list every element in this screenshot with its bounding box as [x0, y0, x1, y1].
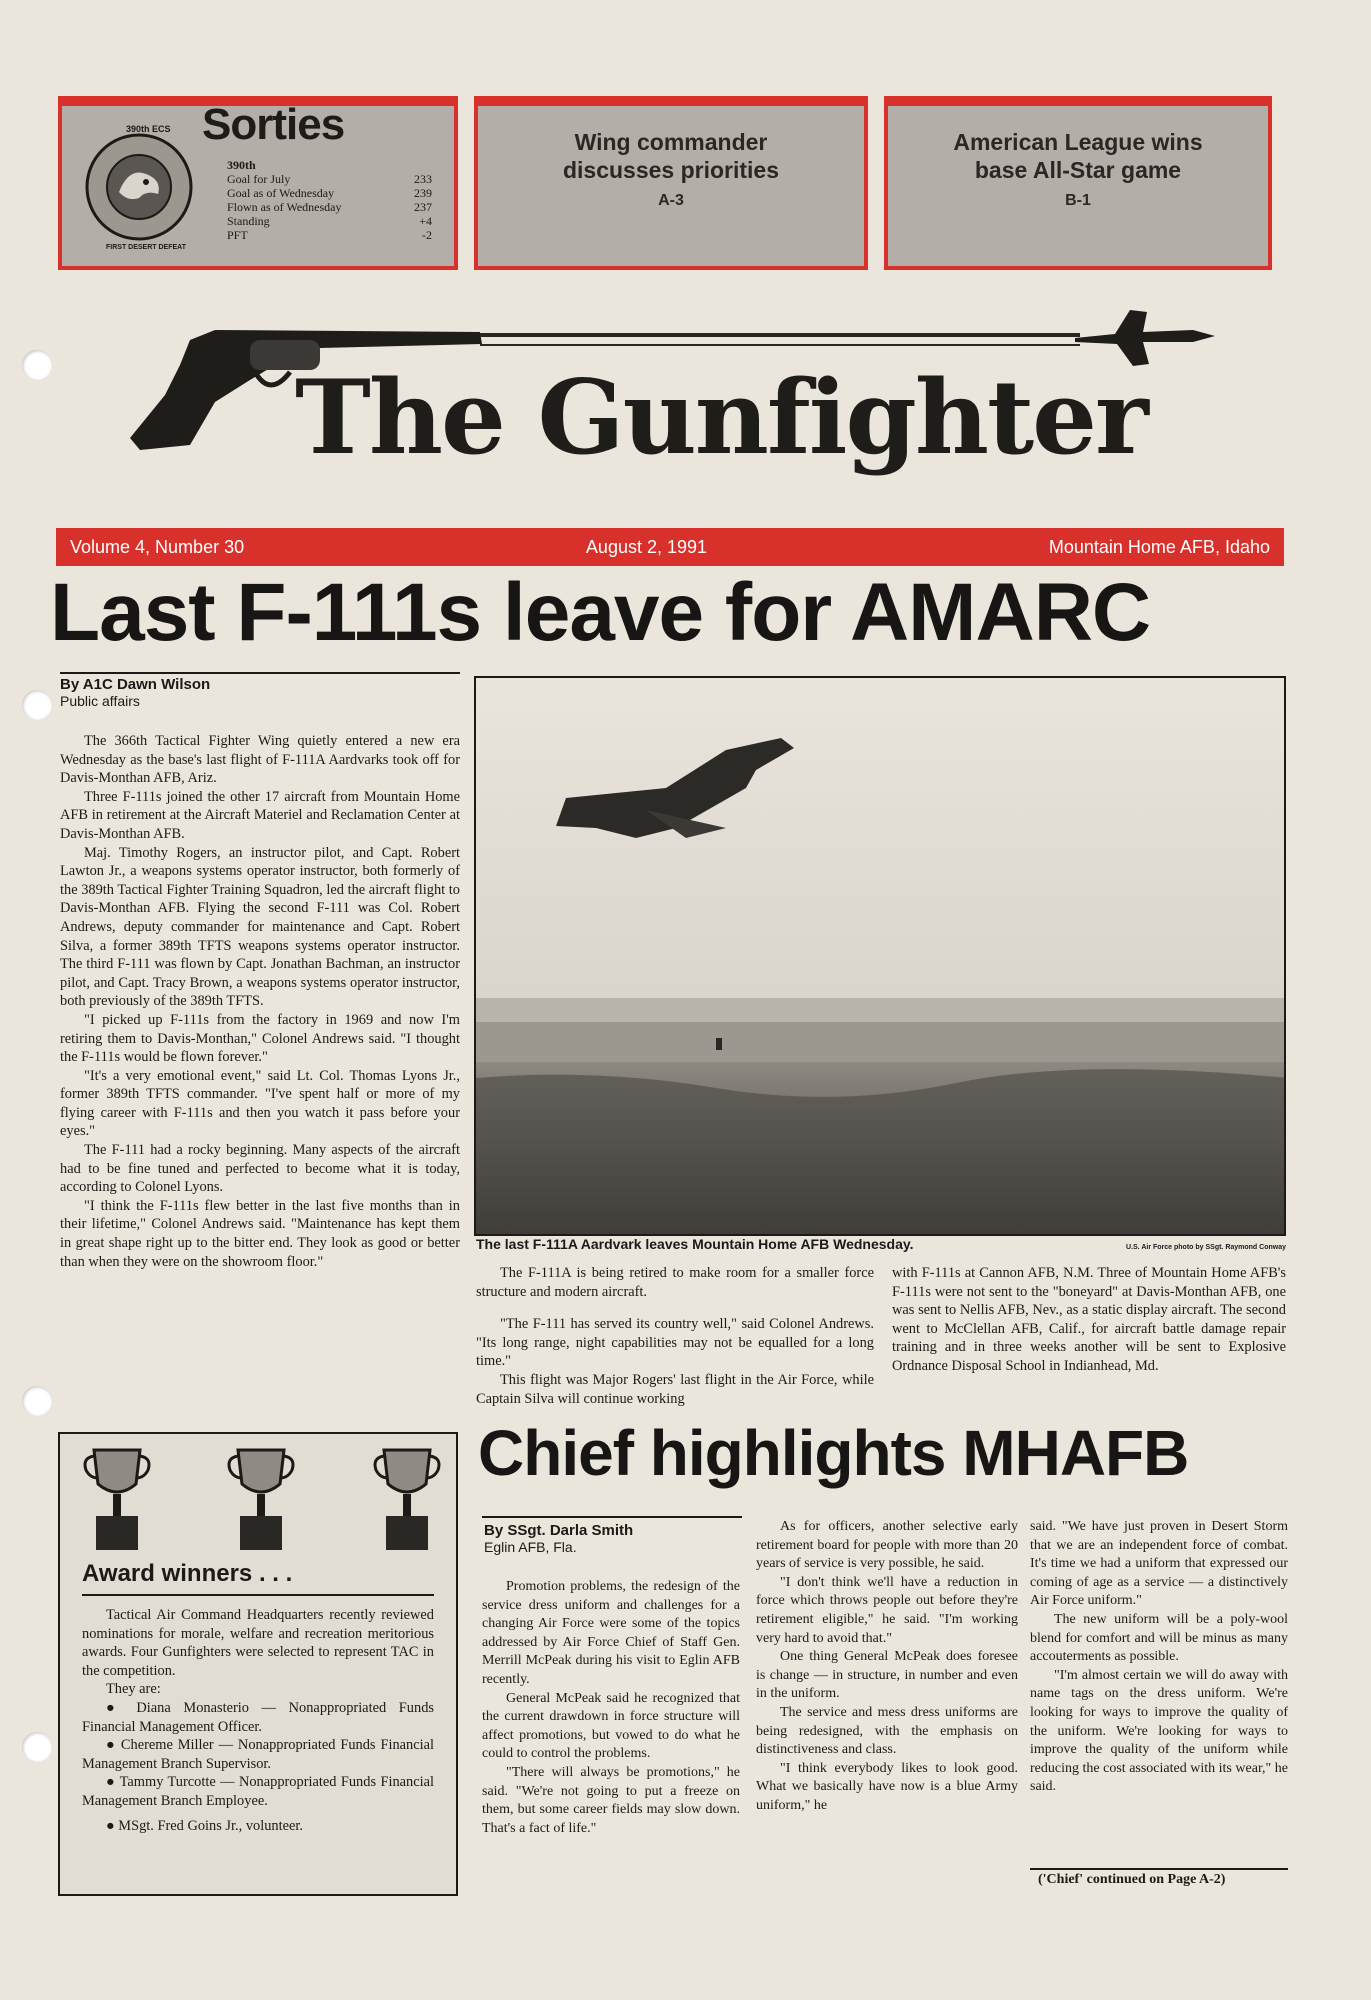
paragraph: The F-111 had a rocky beginning. Many aspects of the aircraft had to be fine tuned and perfected to become what it is today, according to Colonel Lyons. [60, 1142, 460, 1196]
badge-top-text: 390th ECS [126, 124, 171, 134]
punch-hole [22, 1732, 52, 1762]
award-text [82, 1606, 434, 1835]
award-title: Award winners . . . [82, 1560, 293, 1587]
continued-rule [1030, 1868, 1288, 1870]
paragraph: The 366th Tactical Fighter Wing quietly entered a new era Wednesday as the base's last flight of F-111A Aardvarks took off for Davis-Monthan AFB, Ariz. [60, 733, 460, 787]
paragraph: As for officers, another selective early retirement board for people with more than 20 years of service is very possible, he said. [756, 1519, 1018, 1572]
stat-row: Flown as of Wednesday 237 [227, 200, 432, 214]
byline-rule [482, 1516, 742, 1518]
chief-col-3 [1030, 1518, 1288, 1797]
paragraph: "The F-111 has served its country well," said Colonel Andrews. "Its long range, night capabilities may not be equalled for a long time." [476, 1316, 874, 1370]
sorties-unit: 390th [227, 158, 256, 172]
paragraph: The F-111A is being retired to make room for a smaller force structure and modern aircraft. [476, 1265, 874, 1300]
promo-page: A-3 [658, 192, 684, 209]
chief-byline [484, 1522, 744, 1556]
lead-right-column [892, 1264, 1286, 1376]
promo-story-all-star[interactable] [884, 96, 1272, 270]
chief-headline: Chief highlights MHAFB [478, 1417, 1189, 1489]
trophy-icon [82, 1444, 152, 1554]
paragraph: "I don't think we'll have a reduction in force which throws people out before they're retirement eligible," he said. "I'm working very hard to avoid that." [756, 1574, 1018, 1646]
chief-col-2 [756, 1518, 1018, 1816]
lead-headline: Last F-111s leave for AMARC [50, 567, 1151, 658]
sorties-stats [227, 158, 432, 242]
promo-page: B-1 [1065, 192, 1091, 209]
paragraph: "I think everybody likes to look good. What we basically have now is a blue Army uniform," he [756, 1760, 1018, 1813]
paragraph: General McPeak said he recognized that the current drawdown in force structure will affect promotions, but vowed to do what he could to control the problems. [482, 1690, 740, 1762]
paragraph: Promotion problems, the redesign of the service dress uniform and challenges for a changing Air Force were some of the topics addressed by Air Force Chief of Staff Gen. Merrill McPeak during his visit to Eglin AFB recently. [482, 1579, 740, 1687]
lead-byline [60, 676, 460, 710]
byline-rule [60, 672, 460, 674]
award-winners-box [58, 1432, 458, 1896]
badge-bottom-text: FIRST DESERT DEFEAT [106, 244, 186, 251]
paragraph: "I picked up F-111s from the factory in 1969 and now I'm retiring them to Davis-Monthan," Colonel Andrews said. "I thought the F-111s would be flown forever." [60, 1011, 460, 1066]
award-intro: Tactical Air Command Headquarters recently reviewed nominations for morale, welfare and recreation meritorious awards. Four Gunfighters were selected to represent TAC in the competition. [82, 1607, 434, 1679]
byline-dept: Eglin AFB, Fla. [484, 1539, 577, 1555]
punch-hole [22, 690, 52, 720]
paragraph: One thing General McPeak does foresee is change — in structure, in number and even in the uniform. [756, 1649, 1018, 1702]
promo-story-wing-commander[interactable] [474, 96, 868, 270]
punch-hole [22, 350, 52, 380]
paragraph: "It's a very emotional event," said Lt. Col. Thomas Lyons Jr., former 389th TFTS commander. "I've spent half or more of my flying career with F-111s and then you watch it pass before your eyes." [60, 1067, 460, 1140]
promo-title: American League wins base All-Star game [953, 129, 1203, 183]
issue-bar [56, 528, 1284, 566]
lead-article-body [60, 732, 460, 1271]
paragraph: with F-111s at Cannon AFB, N.M. Three of Mountain Home AFB's F-111s were not sent to the "boneyard" at Davis-Monthan AFB, one was sent to Nellis AFB, Nev., as a static display aircraft. The second went to McClellan AFB, Calif., for aircraft battle damage repair training and in three weeks another will be sent to Explosive Ordnance Disposal School in Indianhead, Md. [892, 1265, 1286, 1374]
photo-caption [476, 1236, 1286, 1252]
paragraph: The service and mess dress uniforms are being redesigned, with the emphasis on distinctiveness and class. [756, 1704, 1018, 1758]
issue-date: August 2, 1991 [585, 536, 708, 557]
paragraph: "I think the F-111s flew better in the last five months than in their lifetime," Colonel Andrews said. "Maintenance has kept them in great shape right up to the bitter end. They look as good or better than when they were on the showroom floor." [60, 1197, 460, 1270]
trophy-icon [226, 1444, 296, 1554]
chief-col-1 [482, 1578, 740, 1838]
stat-row: Goal as of Wednesday 239 [227, 186, 432, 200]
award-winner: ● Tammy Turcotte — Nonappropriated Funds Financial Management Branch Employee. [82, 1774, 434, 1809]
sorties-box [58, 96, 458, 270]
masthead [120, 300, 1220, 490]
trophy-icon [372, 1444, 442, 1554]
stat-row: Standing +4 [227, 214, 432, 228]
award-winner: ● Chereme Miller — Nonappropriated Funds Financial Management Branch Supervisor. [82, 1737, 434, 1772]
byline-author: By A1C Dawn Wilson [60, 676, 211, 693]
photo-credit: U.S. Air Force photo by SSgt. Raymond Conway [1126, 1244, 1286, 1251]
f111-photo [474, 676, 1286, 1236]
squadron-badge-icon [84, 132, 194, 242]
continued-note[interactable]: ('Chief' continued on Page A-2) [1038, 1872, 1226, 1887]
newspaper-title: The Gunfighter [295, 358, 1147, 478]
award-rule [82, 1594, 434, 1596]
issue-volume: Volume 4, Number 30 [70, 536, 245, 557]
paragraph: This flight was Major Rogers' last flight in the Air Force, while Captain Silva will continue working [476, 1371, 874, 1407]
award-they-are: They are: [106, 1681, 161, 1698]
award-winner: ● MSgt. Fred Goins Jr., volunteer. [106, 1817, 303, 1834]
paragraph: Three F-111s joined the other 17 aircraft from Mountain Home AFB in retirement at the Aircraft Materiel and Reclamation Center at Davis-Monthan AFB. [60, 788, 460, 842]
paragraph: Maj. Timothy Rogers, an instructor pilot, and Capt. Robert Lawton Jr., a weapons systems operator instructor, both formerly of the 389th Tactical Fighter Training Squadron, led the aircraft flight to Davis-Monthan AFB. Flying the second F-111 was Col. Robert Andrews, deputy commander for maintenance and Capt. Robert Silva, a former 389th TFTS weapons systems operator instructor. The third F-111 was flown by Capt. Jonathan Bachman, an instructor pilot, and Capt. Tracy Brown, a weapons systems operator instructor, both previously of the 389th TFTS. [60, 844, 460, 1010]
bullet-trail [480, 333, 1080, 337]
stat-row: Goal for July 233 [227, 172, 432, 186]
paragraph: "I'm almost certain we will do away with name tags on the dress uniform. We're looking for ways to improve the quality of the uniform. We're looking for ways to improve the quality of the uniform while reducing the cost associated with its wear," he said. [1030, 1667, 1288, 1795]
award-winner: ● Diana Monasterio — Nonappropriated Funds Financial Management Officer. [82, 1699, 434, 1735]
stat-row: PFT -2 [227, 228, 432, 242]
promo-title: Wing commander discusses priorities [562, 129, 780, 183]
bullet-trail [480, 344, 1080, 346]
sorties-title: Sorties [202, 100, 345, 149]
punch-hole [22, 1386, 52, 1416]
lead-mid-column [476, 1264, 874, 1408]
paragraph: said. "We have just proven in Desert Storm that we are an independent force of combat. It's time we had a uniform that expressed our coming of age as a service — a distinctively Air Force uniform." [1030, 1519, 1288, 1609]
byline-author: By SSgt. Darla Smith [484, 1522, 634, 1539]
paragraph: "There will always be promotions," he said. "We're not going to put a freeze on them, but some career fields may slow down. That's a fact of life." [482, 1764, 740, 1836]
issue-location: Mountain Home AFB, Idaho [1048, 536, 1270, 557]
caption-text: The last F-111A Aardvark leaves Mountain Home AFB Wednesday. [476, 1236, 914, 1252]
paragraph: The new uniform will be a poly-wool blend for comfort and will be minus as many accouterments as possible. [1030, 1611, 1288, 1665]
byline-dept: Public affairs [60, 693, 140, 709]
